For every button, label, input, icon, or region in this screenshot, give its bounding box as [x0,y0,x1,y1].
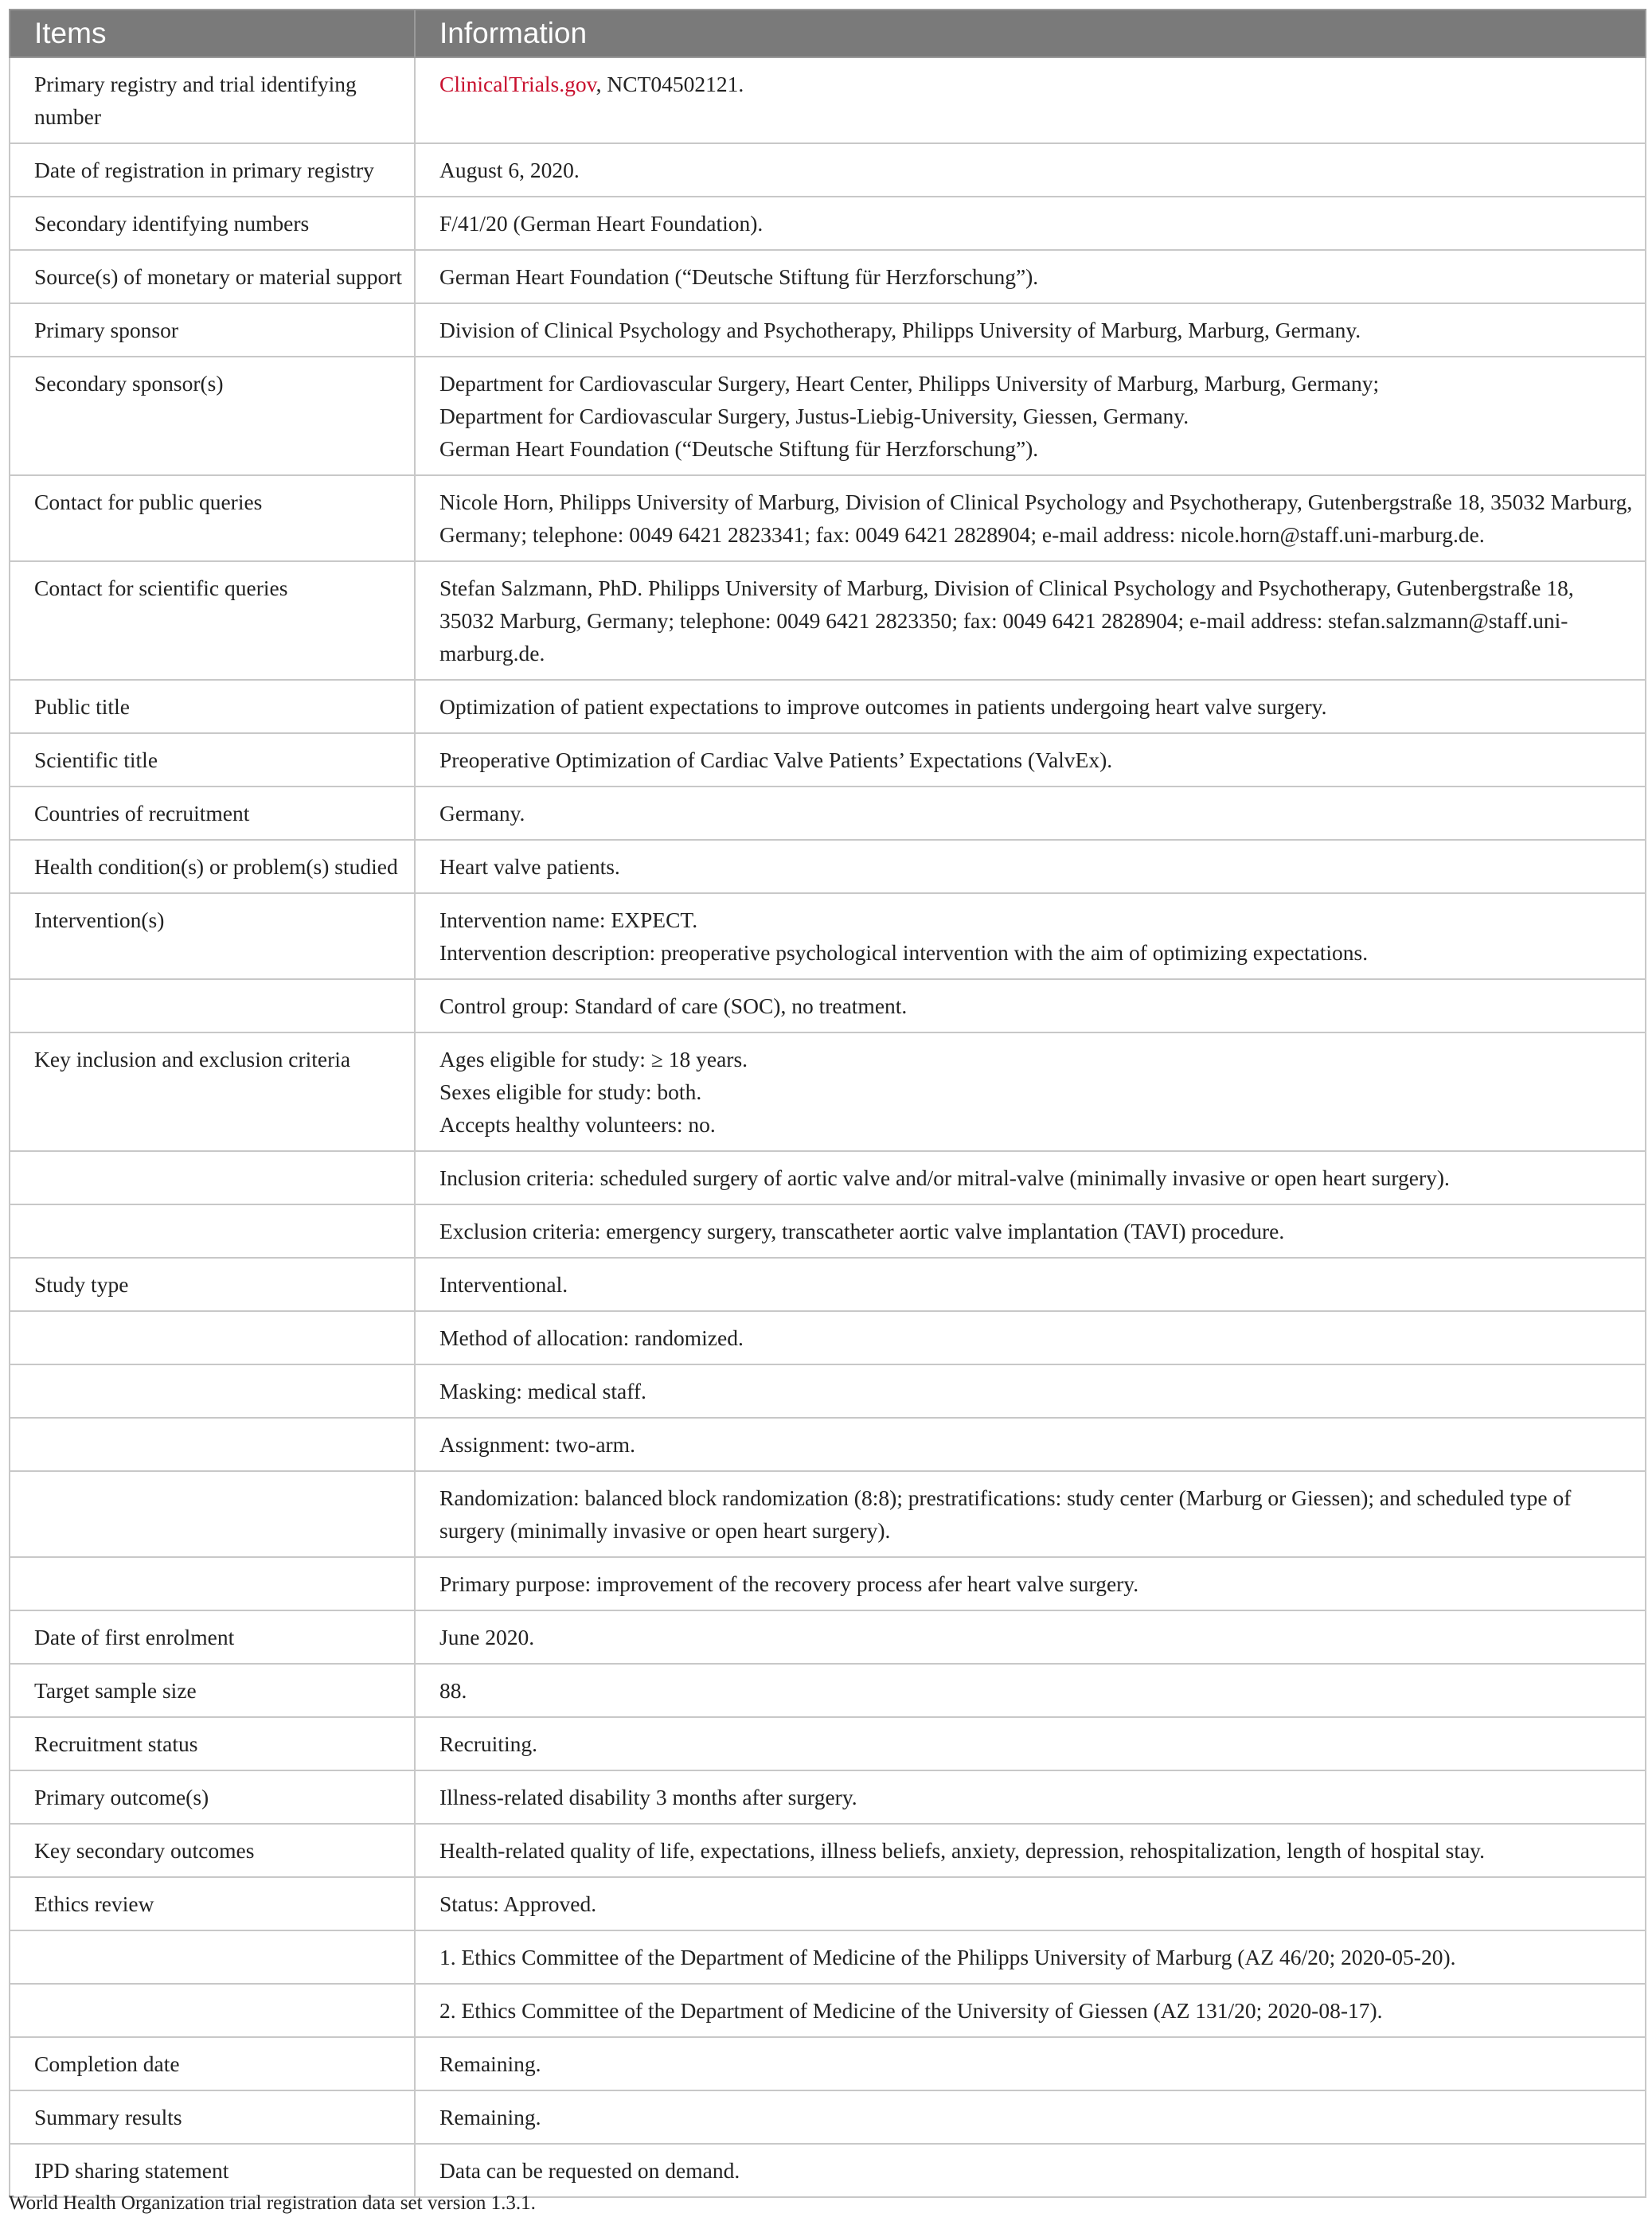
table-row [10,680,1646,733]
information-line: Division of Clinical Psychology and Psychotherapy, Philipps University of Marburg, Marburg, Germany. [439,318,1361,342]
table-row [10,2037,1646,2090]
information-cell [415,733,1646,787]
information-line: Health-related quality of life, expectations, illness beliefs, anxiety, depression, rehospitalization, length of hospital stay. [439,1838,1486,1863]
information-cell [415,1770,1646,1824]
information-cell [415,2090,1646,2144]
table-row [10,303,1646,357]
information-cell [415,1418,1646,1471]
information-cell [415,1151,1646,1204]
item-cell: Secondary sponsor(s) [10,357,415,475]
information-cell [415,1204,1646,1258]
information-line: Data can be requested on demand. [439,2158,740,2183]
information-line: 88. [439,1678,467,1703]
information-line: Assignment: two-arm. [439,1432,635,1457]
information-line: Department for Cardiovascular Surgery, Justus-Liebig-University, Giessen, Germany. [439,404,1189,428]
table-row [10,250,1646,303]
table-row [10,1824,1646,1877]
table-row [10,1717,1646,1770]
information-cell [415,840,1646,893]
information-cell [415,1258,1646,1311]
information-line: F/41/20 (German Heart Foundation). [439,211,764,236]
information-line: Interventional. [439,1272,568,1297]
information-line: Optimization of patient expectations to improve outcomes in patients undergoing heart valve surgery. [439,694,1327,719]
information-line: Method of allocation: randomized. [439,1325,744,1350]
item-cell: Intervention(s) [10,893,415,979]
information-line: German Heart Foundation (“Deutsche Stiftung für Herzforschung”). [439,436,1039,461]
information-line: 1. Ethics Committee of the Department of Medicine of the Philipps University of Marburg (AZ 46/20; 2020-05-20). [439,1945,1456,1969]
information-cell [415,561,1646,680]
item-cell: Recruitment status [10,1717,415,1770]
table-row [10,2144,1646,2197]
table-body [10,57,1646,2197]
trial-registration-table [9,9,1646,2198]
information-cell [415,250,1646,303]
table-row [10,57,1646,143]
table-row [10,1032,1646,1151]
information-cell [415,1557,1646,1610]
information-cell [415,1364,1646,1418]
item-cell: Key secondary outcomes [10,1824,415,1877]
information-line: Control group: Standard of care (SOC), no treatment. [439,993,908,1018]
information-cell [415,2037,1646,2090]
information-cell [415,2144,1646,2197]
information-line: Sexes eligible for study: both. [439,1079,702,1104]
item-cell: Date of first enrolment [10,1610,415,1664]
information-cell [415,1311,1646,1364]
information-cell [415,787,1646,840]
information-cell [415,197,1646,250]
item-cell: Source(s) of monetary or material support [10,250,415,303]
item-cell [10,1984,415,2037]
item-cell: Completion date [10,2037,415,2090]
item-cell [10,1364,415,1418]
information-cell [415,1984,1646,2037]
information-cell [415,1471,1646,1557]
item-cell [10,1311,415,1364]
information-cell [415,1717,1646,1770]
table-row [10,1664,1646,1717]
table-row [10,840,1646,893]
item-cell [10,1557,415,1610]
table-row [10,1471,1646,1557]
table-row [10,1557,1646,1610]
information-line: Masking: medical staff. [439,1379,646,1403]
information-cell [415,1824,1646,1877]
item-cell: Countries of recruitment [10,787,415,840]
information-cell [415,143,1646,197]
table-row [10,1610,1646,1664]
item-cell: Scientific title [10,733,415,787]
item-cell [10,1930,415,1984]
information-line: Exclusion criteria: emergency surgery, transcatheter aortic valve implantation (TAVI) procedure. [439,1219,1285,1243]
information-line: Remaining. [439,2051,541,2076]
information-line: Illness-related disability 3 months after surgery. [439,1785,857,1809]
item-cell: Public title [10,680,415,733]
information-cell [415,475,1646,561]
information-line: Intervention description: preoperative psychological intervention with the aim of optimizing expectations. [439,940,1369,965]
header-information: Information [415,10,1646,57]
table-row [10,1258,1646,1311]
header-row [10,10,1646,57]
table-row [10,561,1646,680]
table-row [10,143,1646,197]
table-row [10,1311,1646,1364]
table-row [10,197,1646,250]
item-cell: Primary sponsor [10,303,415,357]
item-cell: Contact for scientific queries [10,561,415,680]
information-cell [415,1610,1646,1664]
item-cell: Key inclusion and exclusion criteria [10,1032,415,1151]
information-line: Remaining. [439,2105,541,2129]
information-cell [415,893,1646,979]
information-line: August 6, 2020. [439,158,580,182]
table-header [10,10,1646,57]
information-line: Germany. [439,801,525,826]
information-text: , NCT04502121. [596,72,744,96]
information-line: Department for Cardiovascular Surgery, Heart Center, Philipps University of Marburg, Marburg, Germany; [439,371,1380,396]
table-row [10,2090,1646,2144]
information-line: German Heart Foundation (“Deutsche Stiftung für Herzforschung”). [439,264,1039,289]
table-row [10,1984,1646,2037]
table-row [10,1418,1646,1471]
table-row [10,1930,1646,1984]
trial-registration-table-container [9,9,1645,2198]
item-cell [10,1151,415,1204]
item-cell: Study type [10,1258,415,1311]
item-cell: Contact for public queries [10,475,415,561]
information-line: Recruiting. [439,1731,537,1756]
information-line: 2. Ethics Committee of the Department of Medicine of the University of Giessen (AZ 131/20; 2020-08-17). [439,1998,1383,2023]
information-cell [415,680,1646,733]
item-cell: Target sample size [10,1664,415,1717]
information-cell [415,1877,1646,1930]
item-cell: Primary registry and trial identifying number [10,57,415,143]
item-cell [10,979,415,1032]
table-row [10,475,1646,561]
item-cell: Date of registration in primary registry [10,143,415,197]
information-line: Preoperative Optimization of Cardiac Valve Patients’ Expectations (ValvEx). [439,747,1113,772]
table-row [10,787,1646,840]
table-row [10,1151,1646,1204]
information-line: June 2020. [439,1625,535,1649]
information-cell [415,1930,1646,1984]
information-cell [415,57,1646,143]
item-cell: IPD sharing statement [10,2144,415,2197]
information-line: Ages eligible for study: ≥ 18 years. [439,1047,748,1071]
information-line: Stefan Salzmann, PhD. Philipps University of Marburg, Division of Clinical Psychology and Psychotherapy, Gutenbergstraße 18, 35032 Marburg, Germany; telephone: 0049 6421 2823350; fax: 0049 6421 2828904; e-mail address: stefan.salzmann@staff.uni-marburg.de. [439,576,1574,666]
information-cell [415,1032,1646,1151]
item-cell: Primary outcome(s) [10,1770,415,1824]
information-line: Status: Approved. [439,1891,597,1916]
item-cell [10,1204,415,1258]
table-row [10,1877,1646,1930]
information-line: Randomization: balanced block randomization (8:8); prestratifications: study center (Marburg or Giessen); and scheduled type of surgery (minimally invasive or open heart surgery). [439,1485,1572,1543]
information-line: Intervention name: EXPECT. [439,908,698,932]
item-cell: Health condition(s) or problem(s) studied [10,840,415,893]
information-line: Inclusion criteria: scheduled surgery of aortic valve and/or mitral-valve (minimally invasive or open heart surgery). [439,1165,1450,1190]
information-line: Accepts healthy volunteers: no. [439,1112,716,1137]
information-cell [415,979,1646,1032]
table-row [10,357,1646,475]
table-row [10,733,1646,787]
information-line: Nicole Horn, Philipps University of Marburg, Division of Clinical Psychology and Psychotherapy, Gutenbergstraße 18, 35032 Marburg, Germany; telephone: 0049 6421 2823341; fax: 0049 6421 2828904; e-mail address: nicole.horn@staff.uni-marburg.de. [439,490,1633,547]
information-cell [415,1664,1646,1717]
information-cell [415,357,1646,475]
table-row [10,1770,1646,1824]
table-row [10,1204,1646,1258]
information-cell [415,303,1646,357]
table-row [10,893,1646,979]
item-cell [10,1418,415,1471]
table-row [10,1364,1646,1418]
item-cell: Secondary identifying numbers [10,197,415,250]
header-items: Items [10,10,415,57]
registry-link[interactable]: ClinicalTrials.gov [439,72,596,96]
item-cell: Ethics review [10,1877,415,1930]
information-line [439,68,1634,100]
information-line: Primary purpose: improvement of the recovery process afer heart valve surgery. [439,1571,1139,1596]
table-row [10,979,1646,1032]
information-line: Heart valve patients. [439,854,620,879]
item-cell [10,1471,415,1557]
table-footnote: World Health Organization trial registration data set version 1.3.1. [9,2192,536,2214]
item-cell: Summary results [10,2090,415,2144]
